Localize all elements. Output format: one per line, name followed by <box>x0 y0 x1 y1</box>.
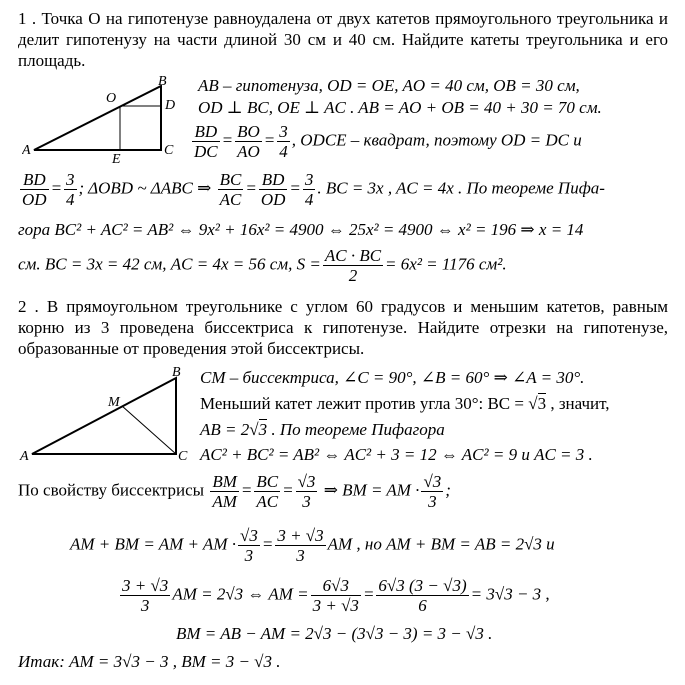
triangle-abc <box>34 86 161 150</box>
fraction: $\frac{6√3 (3 - √3)}{6}$ <box>378 576 467 615</box>
problem2-figure <box>18 364 198 464</box>
p1-line4: $\frac{BD}{OD}$ = $\frac{3}{4}$ ; ΔOBD ~ ΔABC ⇒ $\frac{BC}{AC}$ = $\frac{BD}{OD}$ = $\frac{3}{4}$ . BC = 3x , AC = 4x . По теореме Пифа- <box>22 170 605 209</box>
label-b: B <box>172 365 181 380</box>
problem1-statement: 1 . Точка О на гипотенузе равноудалена от двух катетов прямоугольного треугольника и делит гипотенузу на части длиной 30 см и 40 см. Найдите катеты треугольника и его площадь. <box>18 9 668 70</box>
fraction: $\frac{BO}{AO}$ <box>237 122 260 161</box>
fraction: $\frac{3}{4}$ <box>279 122 288 161</box>
label-a: A <box>20 449 29 464</box>
fraction: $\frac{BC}{AC}$ <box>219 170 242 209</box>
problem1-figure <box>22 74 187 164</box>
p1-line1: AB – гипотенуза, OD = OE, AO = 40 см, OB = 30 см, <box>198 76 580 95</box>
fraction: $\frac{3 + √3}{3}$ <box>122 576 169 615</box>
label-e: E <box>112 152 121 164</box>
problem2-statement: 2 . В прямоугольном треугольнике с углом 60 градусов и меньшим катетов, равным корню из 3 проведена биссектриса к гипотенузе. Найдите отрезки на гипотенузе, образованные от проведения этой биссектрисы. <box>18 297 668 358</box>
p2-line2: Меньший катет лежит против угла 30°: BC = √3 , значит, <box>200 394 610 413</box>
p2-line1: CM – биссектриса, ∠C = 90°, ∠B = 60° ⇒ ∠A = 30°. <box>200 368 585 387</box>
label-d: D <box>165 98 176 113</box>
label-a: A <box>22 143 31 158</box>
label-c: C <box>164 143 174 158</box>
fraction: $\frac{√3}{3}$ <box>239 526 258 565</box>
fraction: $\frac{√3}{3}$ <box>423 472 442 511</box>
p1-line6: см. BC = 3x = 42 см, AC = 4x = 56 см, S = $\frac{AC \cdot BC}{2}$ = 6x² = 1176 см². <box>18 246 507 285</box>
label-m: M <box>108 395 120 410</box>
p2-line3: AB = 2√3 . По теореме Пифагора <box>200 420 445 439</box>
p2-line7: $\frac{3 + √3}{3}$ AM = 2√3 ⇔ AM = $\frac{6√3}{3 + √3}$ = $\frac{6√3 (3 - √3)}{6}$ = 3√3 − 3 , <box>122 576 550 615</box>
p1-line2: OD ⊥ BC, OE ⊥ AC . AB = AO + OB = 40 + 30 = 70 см. <box>198 98 602 117</box>
p1-line3: $\frac{BD}{DC}$ = $\frac{BO}{AO}$ = $\frac{3}{4}$ , ODCE – квадрат, поэтому OD = DC и <box>194 122 582 161</box>
p2-line6: AM + BM = AM + AM · $\frac{√3}{3}$ = $\frac{3 + √3}{3}$ AM , но AM + BM = AB = 2√3 и <box>70 526 555 565</box>
triangle-abc <box>32 378 176 454</box>
p2-line4: AC² + BC² = AB² ⇔ AC² + 3 = 12 ⇔ AC² = 9 и AC = 3 . <box>200 445 593 464</box>
fraction: $\frac{√3}{3}$ <box>297 472 316 511</box>
p2-line8: BM = AB − AM = 2√3 − (3√3 − 3) = 3 − √3 . <box>176 624 493 643</box>
label-o: O <box>106 91 117 106</box>
fraction: $\frac{3 + √3}{3}$ <box>277 526 324 565</box>
bisector-cm <box>122 406 176 454</box>
label-c: C <box>178 449 188 464</box>
fraction: $\frac{BM}{AM}$ <box>212 472 237 511</box>
fraction: $\frac{3}{4}$ <box>66 170 75 209</box>
fraction: $\frac{6√3}{3 + √3}$ <box>312 576 359 615</box>
p2-line5: По свойству биссектрисы $\frac{BM}{AM}$ = $\frac{BC}{AC}$ = $\frac{√3}{3}$ ⇒ BM = AM · $\frac{√3}{3}$ ; <box>18 472 451 511</box>
fraction: $\frac{3}{4}$ <box>304 170 314 209</box>
p2-conclusion: Итак: AM = 3√3 − 3 , BM = 3 − √3 . <box>18 652 281 671</box>
label-b: B <box>158 74 167 89</box>
fraction: $\frac{BD}{OD}$ <box>260 170 286 209</box>
fraction: $\frac{BC}{AC}$ <box>256 472 279 511</box>
fraction: $\frac{BD}{OD}$ <box>22 170 47 209</box>
p1-line5: гора BC² + AC² = AB² ⇔ 9x² + 16x² = 4900 ⇔ 25x² = 4900 ⇔ x² = 196 ⇒ x = 14 <box>18 220 584 239</box>
fraction: $\frac{BD}{DC}$ <box>194 122 218 161</box>
fraction: $\frac{AC \cdot BC}{2}$ <box>324 246 382 285</box>
